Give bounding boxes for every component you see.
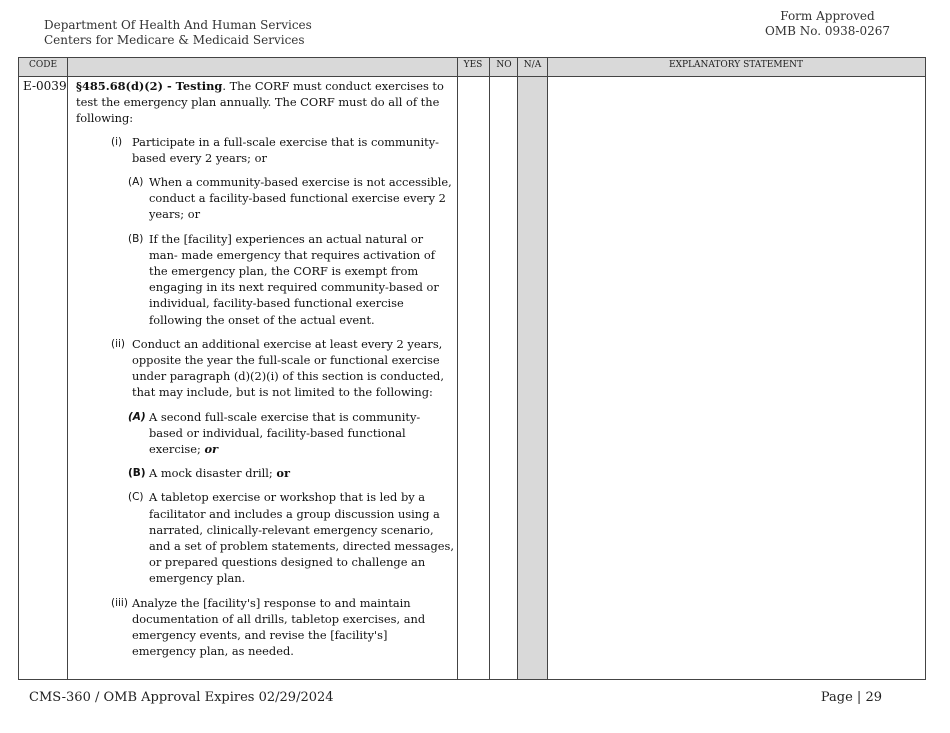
item-text: If the [facility] experiences an actual natural or man- made emergency that requires activation of the emergency plan, the CORF is exempt from engaging in its next required community-based or individual, facility-based functional exercise following the onset of the actual event. bbox=[149, 231, 439, 327]
item-i-A bbox=[76, 174, 454, 223]
or-connector: or bbox=[276, 466, 290, 481]
item-label: (B) bbox=[128, 232, 144, 245]
column-divider bbox=[457, 58, 458, 679]
item-text: Conduct an additional exercise at least every 2 years, opposite the year the full-scale or functional exercise under paragraph (d)(2)(i) of this section is conducted, that may include, but is not limited to the following: bbox=[132, 336, 444, 400]
column-header-na: N/A bbox=[523, 60, 542, 70]
item-i bbox=[76, 134, 454, 166]
column-divider bbox=[489, 58, 490, 679]
item-text: A mock disaster drill; bbox=[149, 466, 273, 481]
item-label: (iii) bbox=[111, 596, 128, 609]
omb-number: OMB No. 0938-0267 bbox=[764, 24, 890, 38]
item-label: (A) bbox=[128, 176, 144, 189]
item-text: Participate in a full-scale exercise that is community-based every 2 years; or bbox=[132, 134, 439, 165]
omb-header bbox=[765, 9, 890, 39]
item-label: (B) bbox=[128, 467, 146, 480]
item-iii bbox=[76, 595, 454, 660]
item-i-B bbox=[76, 231, 454, 328]
na-column-shading bbox=[518, 77, 547, 679]
item-ii-A bbox=[76, 409, 454, 458]
column-divider bbox=[517, 58, 518, 679]
table-header-row bbox=[19, 58, 925, 77]
or-connector: or bbox=[204, 442, 219, 457]
item-text: A tabletop exercise or workshop that is led by a facilitator and includes a group discussion using a narrated, clinically-relevant emergency scenario, and a set of problem statements, directed messages, or prepared questions designed to challenge an emergency plan. bbox=[149, 490, 454, 586]
column-divider bbox=[547, 58, 548, 679]
column-header-explanatory: EXPLANATORY STATEMENT bbox=[669, 60, 803, 70]
item-text: A second full-scale exercise that is community-based or individual, facility-based functional exercise; bbox=[149, 409, 421, 457]
survey-table bbox=[18, 57, 926, 680]
item-label: (ii) bbox=[111, 337, 126, 350]
item-text: Analyze the [facility's] response to and maintain documentation of all drills, tabletop exercises, and emergency events, and revise the [facility's] emergency plan, as needed. bbox=[132, 595, 426, 659]
agency-name: Centers for Medicare & Medicaid Services bbox=[44, 33, 305, 47]
column-header-yes: YES bbox=[463, 60, 483, 70]
item-ii-C bbox=[76, 489, 454, 586]
agency-header bbox=[44, 18, 312, 48]
column-divider bbox=[67, 58, 68, 679]
item-ii bbox=[76, 336, 454, 401]
item-label: (i) bbox=[111, 135, 123, 148]
regulation-code: E-0039 bbox=[23, 79, 67, 93]
regulation-title: §485.68(d)(2) - Testing bbox=[76, 79, 223, 93]
item-label: (A) bbox=[128, 410, 146, 423]
item-text: When a community-based exercise is not accessible, conduct a facility-based functional exercise every 2 years; or bbox=[149, 175, 452, 222]
department-name: Department Of Health And Human Services bbox=[44, 18, 312, 32]
column-header-code: CODE bbox=[28, 60, 58, 70]
regulation-text bbox=[76, 78, 454, 668]
item-ii-B bbox=[76, 465, 454, 481]
item-label: (C) bbox=[128, 491, 144, 504]
regulation-intro bbox=[76, 78, 454, 127]
column-header-no: NO bbox=[496, 60, 512, 70]
form-approved-label: Form Approved bbox=[780, 9, 875, 23]
form-footer-id: CMS-360 / OMB Approval Expires 02/29/2024 bbox=[29, 690, 334, 705]
page-number: Page | 29 bbox=[820, 690, 882, 705]
intro-text: . The CORF must conduct exercises to test the emergency plan annually. The CORF must do all of the following: bbox=[76, 79, 444, 126]
